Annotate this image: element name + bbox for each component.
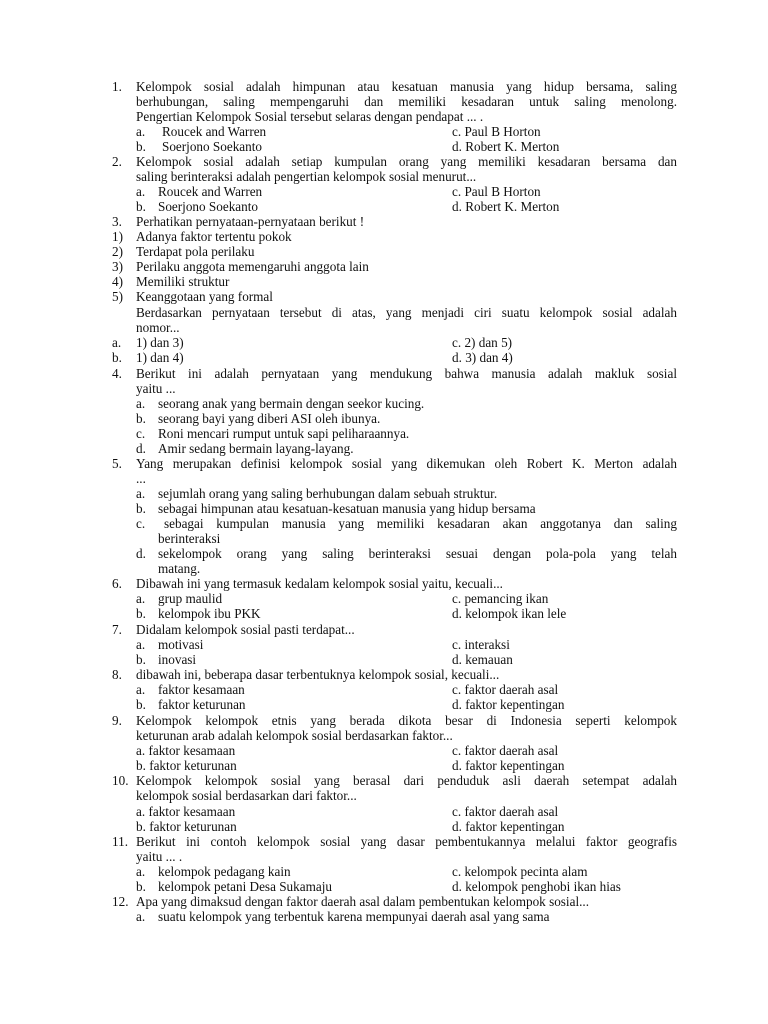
q1-text: Pengertian Kelompok Sosial tersebut selaras dengan pendapat ... .	[136, 109, 484, 124]
q11-text: yaitu ... .	[136, 849, 183, 864]
q4-line	[0, 366, 768, 381]
option-label: c.	[136, 426, 146, 441]
q10-options-row	[0, 804, 768, 819]
option-label: b.	[136, 501, 146, 516]
q7-option-a: motivasi	[158, 637, 204, 652]
q3-option-a-label: a.	[112, 335, 122, 350]
q3-number: 3.	[112, 214, 122, 229]
q4-text: yaitu ...	[136, 381, 176, 396]
q12-option	[0, 909, 768, 924]
q10-option-c: c. faktor daerah asal	[452, 804, 559, 819]
option-text: Amir sedang bermain layang-layang.	[158, 441, 354, 456]
q8-options-row	[0, 697, 768, 712]
q9-option-b: b. faktor keturunan	[136, 758, 237, 773]
option-text: sekelompok orang yang saling berinteraksi sesuai dengan pola-pola yang telah	[158, 546, 677, 561]
q3-statement	[0, 244, 768, 259]
q7-number: 7.	[112, 622, 122, 637]
q6-option-a-label: a.	[136, 591, 146, 606]
q11-options-row	[0, 879, 768, 894]
q1-option-d: d. Robert K. Merton	[452, 139, 560, 154]
statement-number: 1)	[112, 229, 123, 244]
q2-option-b: Soerjono Soekanto	[158, 199, 258, 214]
statement-text: Memiliki struktur	[136, 274, 230, 289]
q1-options-row	[0, 139, 768, 154]
statement-number: 3)	[112, 259, 123, 274]
q5-option-continued	[0, 531, 768, 546]
q9-text: keturunan arab adalah kelompok sosial berdasarkan faktor...	[136, 728, 453, 743]
q6-options-row	[0, 591, 768, 606]
q9-option-c: c. faktor daerah asal	[452, 743, 559, 758]
q11-option-d: d. kelompok penghobi ikan hias	[452, 879, 621, 894]
q5-option	[0, 501, 768, 516]
q3-statement	[0, 289, 768, 304]
q4-option	[0, 396, 768, 411]
option-text: Roni mencari rumput untuk sapi peliharaannya.	[158, 426, 410, 441]
q11-number: 11.	[112, 834, 128, 849]
q5-option	[0, 516, 768, 531]
q1-line	[0, 109, 768, 124]
option-label: a.	[136, 909, 146, 924]
q2-line	[0, 154, 768, 169]
q7-line	[0, 622, 768, 637]
q8-text: dibawah ini, beberapa dasar terbentuknya kelompok sosial, kecuali...	[136, 667, 500, 682]
q1-option-a: Roucek and Warren	[162, 124, 267, 139]
q3-text: nomor...	[136, 320, 180, 335]
option-text: sejumlah orang yang saling berhubungan dalam sebuah struktur.	[158, 486, 498, 501]
q11-line	[0, 834, 768, 849]
q9-number: 9.	[112, 713, 122, 728]
q3-line	[0, 320, 768, 335]
q8-options-row	[0, 682, 768, 697]
q11-option-b-label: b.	[136, 879, 146, 894]
q5-text: Yang merupakan definisi kelompok sosial yang dikemukan oleh Robert K. Merton adalah	[136, 456, 677, 471]
q3-options-row	[0, 335, 768, 350]
q4-option	[0, 411, 768, 426]
q5-number: 5.	[112, 456, 122, 471]
q1-text: Kelompok sosial adalah himpunan atau kesatuan manusia yang hidup bersama, saling	[136, 79, 677, 94]
q8-number: 8.	[112, 667, 122, 682]
q1-number: 1.	[112, 79, 122, 94]
q10-option-a: a. faktor kesamaan	[136, 804, 236, 819]
q8-option-c: c. faktor daerah asal	[452, 682, 559, 697]
q2-number: 2.	[112, 154, 122, 169]
q7-option-b-label: b.	[136, 652, 146, 667]
q7-options-row	[0, 637, 768, 652]
q2-option-b-label: b.	[136, 199, 146, 214]
q6-option-a: grup maulid	[158, 591, 223, 606]
q4-text: Berikut ini adalah pernyataan yang mendukung bahwa manusia adalah makluk sosial	[136, 366, 677, 381]
q12-line	[0, 894, 768, 909]
q1-option-a-label: a.	[136, 124, 146, 139]
q9-text: Kelompok kelompok etnis yang berada dikota besar di Indonesia seperti kelompok	[136, 713, 677, 728]
q9-option-d: d. faktor kepentingan	[452, 758, 565, 773]
q11-option-a: kelompok pedagang kain	[158, 864, 291, 879]
q5-line	[0, 456, 768, 471]
q3-statement	[0, 229, 768, 244]
q11-option-a-label: a.	[136, 864, 146, 879]
q6-text: Dibawah ini yang termasuk kedalam kelompok sosial yaitu, kecuali...	[136, 576, 503, 591]
q4-option	[0, 441, 768, 456]
q12-number: 12.	[112, 894, 129, 909]
q8-line	[0, 667, 768, 682]
option-label: a.	[136, 396, 146, 411]
q8-option-b-label: b.	[136, 697, 146, 712]
q3-statement	[0, 259, 768, 274]
q3-option-b: 1) dan 4)	[136, 350, 184, 365]
q9-options-row	[0, 743, 768, 758]
q10-options-row	[0, 819, 768, 834]
q2-text: Kelompok sosial adalah setiap kumpulan orang yang memiliki kesadaran bersama dan	[136, 154, 677, 169]
q6-option-b: kelompok ibu PKK	[158, 606, 261, 621]
statement-text: Keanggotaan yang formal	[136, 289, 273, 304]
q4-option	[0, 426, 768, 441]
q1-option-b: Soerjono Soekanto	[162, 139, 262, 154]
q7-option-d: d. kemauan	[452, 652, 513, 667]
q8-option-a-label: a.	[136, 682, 146, 697]
option-text: suatu kelompok yang terbentuk karena mempunyai daerah asal yang sama	[158, 909, 550, 924]
q6-options-row	[0, 606, 768, 621]
q3-line	[0, 214, 768, 229]
q1-options-row	[0, 124, 768, 139]
q2-option-c: c. Paul B Horton	[452, 184, 541, 199]
q10-text: kelompok sosial berdasarkan dari faktor...	[136, 788, 357, 803]
q4-number: 4.	[112, 366, 122, 381]
option-label: d.	[136, 546, 146, 561]
q3-text: Perhatikan pernyataan-pernyataan berikut !	[136, 214, 365, 229]
q10-number: 10.	[112, 773, 129, 788]
option-label: c.	[136, 516, 146, 531]
q1-text: berhubungan, saling mempengaruhi dan memiliki kesadaran untuk saling menolong.	[136, 94, 677, 109]
q3-options-row	[0, 350, 768, 365]
q4-line	[0, 381, 768, 396]
q1-option-b-label: b.	[136, 139, 146, 154]
q5-option	[0, 486, 768, 501]
q9-line	[0, 728, 768, 743]
option-text: sebagai kumpulan manusia yang memiliki kesadaran akan anggotanya dan saling	[164, 516, 677, 531]
q10-option-b: b. faktor keturunan	[136, 819, 237, 834]
option-label: d.	[136, 441, 146, 456]
q6-number: 6.	[112, 576, 122, 591]
q7-option-b: inovasi	[158, 652, 197, 667]
q10-text: Kelompok kelompok sosial yang berasal dari penduduk asli daerah setempat adalah	[136, 773, 677, 788]
q5-line	[0, 471, 768, 486]
q6-line	[0, 576, 768, 591]
statement-number: 4)	[112, 274, 123, 289]
q7-option-a-label: a.	[136, 637, 146, 652]
q6-option-c: c. pemancing ikan	[452, 591, 549, 606]
q7-options-row	[0, 652, 768, 667]
q1-line	[0, 94, 768, 109]
statement-text: Terdapat pola perilaku	[136, 244, 255, 259]
q11-line	[0, 849, 768, 864]
q2-option-d: d. Robert K. Merton	[452, 199, 560, 214]
q2-text: saling berinteraksi adalah pengertian kelompok sosial menurut...	[136, 169, 477, 184]
q8-option-b: faktor keturunan	[158, 697, 246, 712]
q9-option-a: a. faktor kesamaan	[136, 743, 236, 758]
q1-line	[0, 79, 768, 94]
option-label: b.	[136, 411, 146, 426]
q10-option-d: d. faktor kepentingan	[452, 819, 565, 834]
q8-option-a: faktor kesamaan	[158, 682, 245, 697]
statement-text: Perilaku anggota memengaruhi anggota lain	[136, 259, 369, 274]
option-label: a.	[136, 486, 146, 501]
q1-option-c: c. Paul B Horton	[452, 124, 541, 139]
q3-statement	[0, 274, 768, 289]
option-text: seorang bayi yang diberi ASI oleh ibunya.	[158, 411, 381, 426]
q9-line	[0, 713, 768, 728]
q2-option-a-label: a.	[136, 184, 146, 199]
q10-line	[0, 788, 768, 803]
q7-text: Didalam kelompok sosial pasti terdapat...	[136, 622, 355, 637]
option-text: matang.	[158, 561, 201, 576]
q9-options-row	[0, 758, 768, 773]
q2-options-row	[0, 184, 768, 199]
q11-option-b: kelompok petani Desa Sukamaju	[158, 879, 332, 894]
q11-text: Berikut ini contoh kelompok sosial yang dasar pembentukannya melalui faktor geografis	[136, 834, 677, 849]
q10-line	[0, 773, 768, 788]
option-text: seorang anak yang bermain dengan seekor kucing.	[158, 396, 425, 411]
option-text: berinteraksi	[158, 531, 221, 546]
q6-option-b-label: b.	[136, 606, 146, 621]
q3-option-a: 1) dan 3)	[136, 335, 184, 350]
q3-text: Berdasarkan pernyataan tersebut di atas, yang menjadi ciri suatu kelompok sosial adalah	[136, 305, 677, 320]
statement-text: Adanya faktor tertentu pokok	[136, 229, 292, 244]
q5-option	[0, 546, 768, 561]
q5-option-continued	[0, 561, 768, 576]
q3-option-b-label: b.	[112, 350, 122, 365]
statement-number: 5)	[112, 289, 123, 304]
q3-line	[0, 305, 768, 320]
q3-option-c: c. 2) dan 5)	[452, 335, 513, 350]
option-text: sebagai himpunan atau kesatuan-kesatuan manusia yang hidup bersama	[158, 501, 536, 516]
q3-option-d: d. 3) dan 4)	[452, 350, 513, 365]
q12-text: Apa yang dimaksud dengan faktor daerah asal dalam pembentukan kelompok sosial...	[136, 894, 590, 909]
q2-line	[0, 169, 768, 184]
q11-option-c: c. kelompok pecinta alam	[452, 864, 588, 879]
q5-text: ...	[136, 471, 146, 486]
q7-option-c: c. interaksi	[452, 637, 510, 652]
q6-option-d: d. kelompok ikan lele	[452, 606, 567, 621]
q8-option-d: d. faktor kepentingan	[452, 697, 565, 712]
q2-option-a: Roucek and Warren	[158, 184, 263, 199]
statement-number: 2)	[112, 244, 123, 259]
q2-options-row	[0, 199, 768, 214]
q11-options-row	[0, 864, 768, 879]
